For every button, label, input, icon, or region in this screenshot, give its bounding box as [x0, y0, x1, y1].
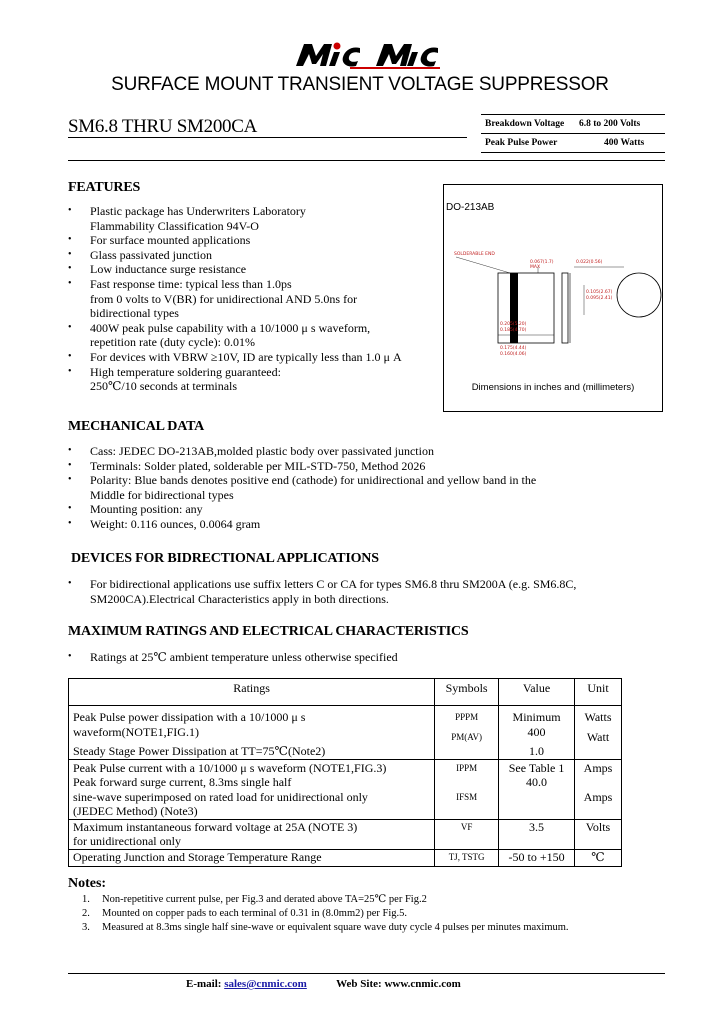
mechanical-item: • Weight: 0.116 ounces, 0.0064 gram: [68, 516, 261, 531]
feature-item: • 400W peak pulse capability with a 10/1000 μ s waveform,: [68, 320, 371, 335]
document-title: SURFACE MOUNT TRANSIENT VOLTAGE SUPPRESSOR: [111, 74, 609, 95]
feature-item: • Plastic package has Underwriters Laboratory: [68, 204, 306, 218]
rating-cell: Peak Pulse power dissipation with a 10/1000 μ s waveform(NOTE1,FIG.1) Steady Stage Power Dissipation at TT=75℃(Note2): [69, 706, 435, 760]
mechanical-item: Middle for bidirectional types: [90, 487, 234, 502]
svg-text:0.205(5.20): 0.205(5.20): [500, 322, 527, 327]
svg-text:0.175(4.44): 0.175(4.44): [500, 346, 527, 351]
unit-cell: ℃: [575, 849, 622, 867]
svg-text:0.022(0.56): 0.022(0.56): [576, 260, 603, 265]
mechanical-item: • Mounting position: any: [68, 502, 203, 517]
feature-item: • High temperature soldering guaranteed:: [68, 364, 281, 379]
feature-item: bidirectional types: [90, 306, 179, 321]
table-row: [69, 706, 622, 760]
bidirectional-item: SM200CA).Electrical Characteristics apply in both directions.: [90, 591, 389, 606]
rating-cell: Peak Pulse current with a 10/1000 μ s waveform (NOTE1,FIG.3) Peak forward surge current, 8.3ms single half sine-wave superimposed on rated load for unidirectional only (JEDEC Method) (Note3): [69, 759, 435, 819]
symbol-cell: TJ, TSTG: [435, 849, 499, 867]
features-list: [68, 204, 438, 394]
svg-text:MAX: MAX: [530, 265, 541, 270]
rating-cell: Maximum instantaneous forward voltage at 25A (NOTE 3) for unidirectional only: [69, 819, 435, 849]
note-item: 2. Mounted on copper pads to each terminal of 0.31 in (8.0mm2) per Fig.5.: [82, 908, 408, 919]
mechanical-heading: MECHANICAL DATA: [68, 419, 205, 434]
peak-pulse-power-label: Peak Pulse Power: [485, 138, 558, 148]
spec-rule-bottom: [481, 152, 665, 153]
header-rule-left: [68, 137, 467, 138]
mechanical-list: [68, 444, 568, 532]
footer-contact: [186, 978, 461, 990]
svg-text:0.160(4.06): 0.160(4.06): [500, 352, 527, 357]
header-rule-full: [68, 160, 665, 161]
header-symbols: Symbols: [435, 679, 499, 706]
table-header-row: [69, 679, 622, 706]
bidirectional-list: [68, 577, 628, 606]
feature-item: • Glass passivated junction: [68, 247, 212, 262]
bidirectional-heading: DEVICES FOR BIDRECTIONAL APPLICATIONS: [71, 551, 379, 566]
spec-rule-middle: [481, 133, 665, 134]
value-cell: 3.5: [499, 819, 575, 849]
email-label: E-mail:: [186, 978, 222, 990]
feature-item: • Low inductance surge resistance: [68, 262, 247, 277]
symbol-cell: VF: [435, 819, 499, 849]
notes-list: [68, 893, 569, 935]
ratings-heading: MAXIMUM RATINGS AND ELECTRICAL CHARACTERISTICS: [68, 624, 469, 639]
website-label: Web Site:: [336, 978, 382, 990]
svg-text:0.095(2.41): 0.095(2.41): [586, 296, 613, 301]
value-cell: -50 to +150: [499, 849, 575, 867]
svg-text:0.105(2.67): 0.105(2.67): [586, 290, 613, 295]
note-item: 3. Measured at 8.3ms single half sine-wave or equivalent square wave duty cycle 4 pulses per minutes maximum.: [82, 922, 569, 933]
footer-rule: [68, 973, 665, 974]
rating-cell: Operating Junction and Storage Temperature Range: [69, 849, 435, 867]
feature-item: • Fast response time: typical less than 1.0ps: [68, 276, 292, 291]
unit-cell: Watts Watt: [575, 706, 622, 760]
value-cell: Minimum 400 1.0: [499, 706, 575, 760]
svg-text:SOLDERABLE END: SOLDERABLE END: [454, 252, 495, 257]
features-heading: FEATURES: [68, 180, 141, 195]
table-row: [69, 759, 622, 819]
header-ratings: Ratings: [69, 679, 435, 706]
notes-heading: Notes:: [68, 876, 107, 891]
feature-item: from 0 volts to V(BR) for unidirectional AND 5.0ns for: [90, 291, 358, 306]
ratings-note-list: [68, 650, 568, 665]
unit-cell: Amps Amps: [575, 759, 622, 819]
feature-item: • For devices with VBRW ≥10V, ID are typically less than 1.0 μ A: [68, 349, 402, 364]
svg-text:0.185(4.70): 0.185(4.70): [500, 328, 527, 333]
website-link[interactable]: www.cnmic.com: [384, 978, 461, 990]
bidirectional-item: • For bidirectional applications use suffix letters C or CA for types SM6.8 thru SM200A (e.g. SM6.8C,: [68, 577, 577, 591]
feature-item: Flammability Classification 94V-O: [90, 218, 259, 233]
symbol-cell: IPPM IFSM: [435, 759, 499, 819]
header-value: Value: [499, 679, 575, 706]
mechanical-item: • Cass: JEDEC DO-213AB,molded plastic body over passivated junction: [68, 444, 434, 458]
symbol-cell: PPPM PM(AV): [435, 706, 499, 760]
note-item: 1. Non-repetitive current pulse, per Fig.3 and derated above TA=25℃ per Fig.2: [82, 894, 427, 905]
part-range-title: SM6.8 THRU SM200CA: [68, 116, 258, 137]
package-label: DO-213AB: [446, 202, 495, 213]
table-row: [69, 849, 622, 867]
unit-cell: Volts: [575, 819, 622, 849]
table-row: [69, 819, 622, 849]
breakdown-voltage-value: 6.8 to 200 Volts: [579, 119, 641, 129]
feature-item: 250℃/10 seconds at terminals: [90, 379, 238, 394]
email-link[interactable]: sales@cnmic.com: [224, 978, 307, 990]
feature-item: • For surface mounted applications: [68, 233, 251, 248]
spec-rule-top: [481, 114, 665, 115]
svg-text:0.067(1.7): 0.067(1.7): [530, 260, 554, 265]
value-cell: See Table 1 40.0: [499, 759, 575, 819]
mechanical-item: • Terminals: Solder plated, solderable per MIL-STD-750, Method 2026: [68, 458, 426, 473]
package-outline-drawing: [444, 185, 662, 411]
breakdown-voltage-label: Breakdown Voltage: [485, 119, 565, 129]
peak-pulse-power-value: 400 Watts: [604, 138, 645, 148]
company-logo: [290, 38, 450, 70]
header-unit: Unit: [575, 679, 622, 706]
ratings-table: [68, 678, 622, 867]
dimensions-note: Dimensions in inches and (millimeters): [471, 382, 635, 393]
package-outline-box: [443, 184, 663, 412]
feature-item: repetition rate (duty cycle): 0.01%: [90, 335, 255, 350]
mechanical-item: • Polarity: Blue bands denotes positive end (cathode) for unidirectional and yellow band in the: [68, 473, 537, 488]
ratings-note: • Ratings at 25℃ ambient temperature unless otherwise specified: [68, 650, 398, 664]
